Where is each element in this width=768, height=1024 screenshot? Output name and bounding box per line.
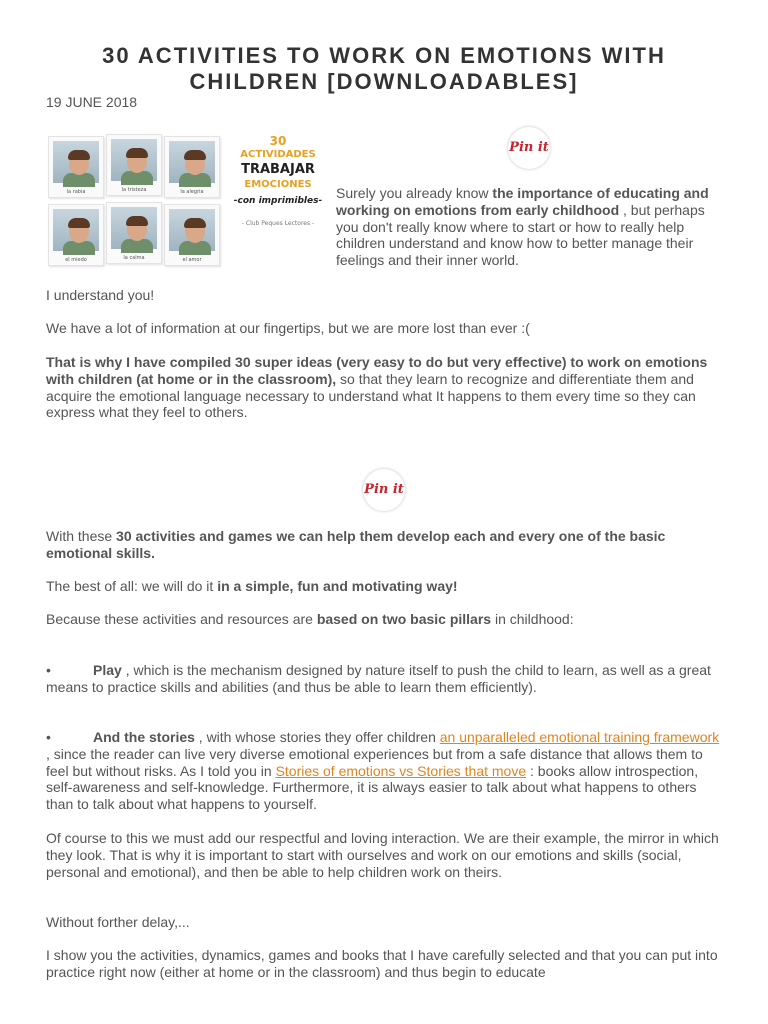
- photo-card: [106, 202, 162, 264]
- book-cover-title: 30 ACTIVIDADES TRABAJAR EMOCIONES -con imprimibles- - Club Peques Lectores -: [233, 134, 323, 227]
- photo-card: [48, 136, 104, 198]
- pin-it-button[interactable]: Pin it: [508, 127, 550, 169]
- intro-paragraph: Surely you already know the importance of educating and working on emotions from early childhood , but perhaps you don't really know where to start or how to really help children understand and know how to better manage their feelings and their inner world.: [336, 185, 709, 269]
- paragraph: I show you the activities, dynamics, games and books that I have carefully selected and that you can put into practice right now (either at home or in the classroom) and thus begin to educate: [46, 947, 718, 980]
- photo-card: [164, 204, 220, 266]
- hero-image: [46, 132, 326, 268]
- photo-caption: el miedo: [65, 257, 87, 263]
- list-item: • Play , which is the mechanism designed by nature itself to push the child to learn, as well as a great means to practice skills and abilities (and thus be able to learn them efficiently).: [46, 662, 711, 695]
- bullet: •: [46, 662, 51, 678]
- paragraph: Because these activities and resources are based on two basic pillars in childhood:: [46, 611, 574, 627]
- paragraph: The best of all: we will do it in a simple, fun and motivating way!: [46, 578, 458, 594]
- photo-caption: la calma: [123, 255, 145, 261]
- paragraph: Of course to this we must add our respectful and loving interaction. We are their example, the mirror in which they look. That is why it is important to start with ourselves and work on our emotions and skills (social, personal and emotional), and then be able to help children work on theirs.: [46, 830, 719, 880]
- paragraph: I understand you!: [46, 287, 155, 303]
- photo-caption: la tristeza: [121, 187, 147, 193]
- photo-caption: el amor: [182, 257, 202, 263]
- photo-card: [164, 136, 220, 198]
- pin-it-button[interactable]: Pin it: [363, 469, 405, 511]
- emotional-training-link[interactable]: an unparalleled emotional training framework: [439, 729, 720, 745]
- photo-card: [106, 134, 162, 196]
- paragraph: That is why I have compiled 30 super ideas (very easy to do but very effective) to work on emotions with children (at home or in the classroom), so that they learn to recognize and differentiate them and acquire the emotional language necessary to understand what It happens to them every time so they can express what they feel to others.: [46, 354, 708, 421]
- bullet: •: [46, 729, 51, 745]
- paragraph: Without forther delay,...: [46, 914, 190, 930]
- photo-caption: la alegria: [180, 189, 204, 195]
- stories-of-emotions-link[interactable]: Stories of emotions vs Stories that move: [275, 762, 527, 779]
- list-item: • And the stories , with whose stories they offer children an unparalleled emotional training framework , since the reader can live very diverse emotional experiences but from a safe distance that allows them to feel but without risks. As I told you in Stories of emotions vs Stories that move : books allow introspection, self-awareness and self-knowledge. Furthermore, it is always easier to talk about what happens to others than to talk about what happens to yourself.: [46, 729, 720, 813]
- photo-card: [48, 204, 104, 266]
- post-date: 19 JUNE 2018: [46, 94, 138, 110]
- paragraph: We have a lot of information at our fingertips, but we are more lost than ever :(: [46, 320, 530, 336]
- page-title: 30 ACTIVITIES TO WORK ON EMOTIONS WITH CHILDREN [DOWNLOADABLES]: [102, 43, 666, 94]
- photo-caption: la rabia: [66, 189, 86, 195]
- paragraph: With these 30 activities and games we can help them develop each and every one of the basic emotional skills.: [46, 528, 666, 561]
